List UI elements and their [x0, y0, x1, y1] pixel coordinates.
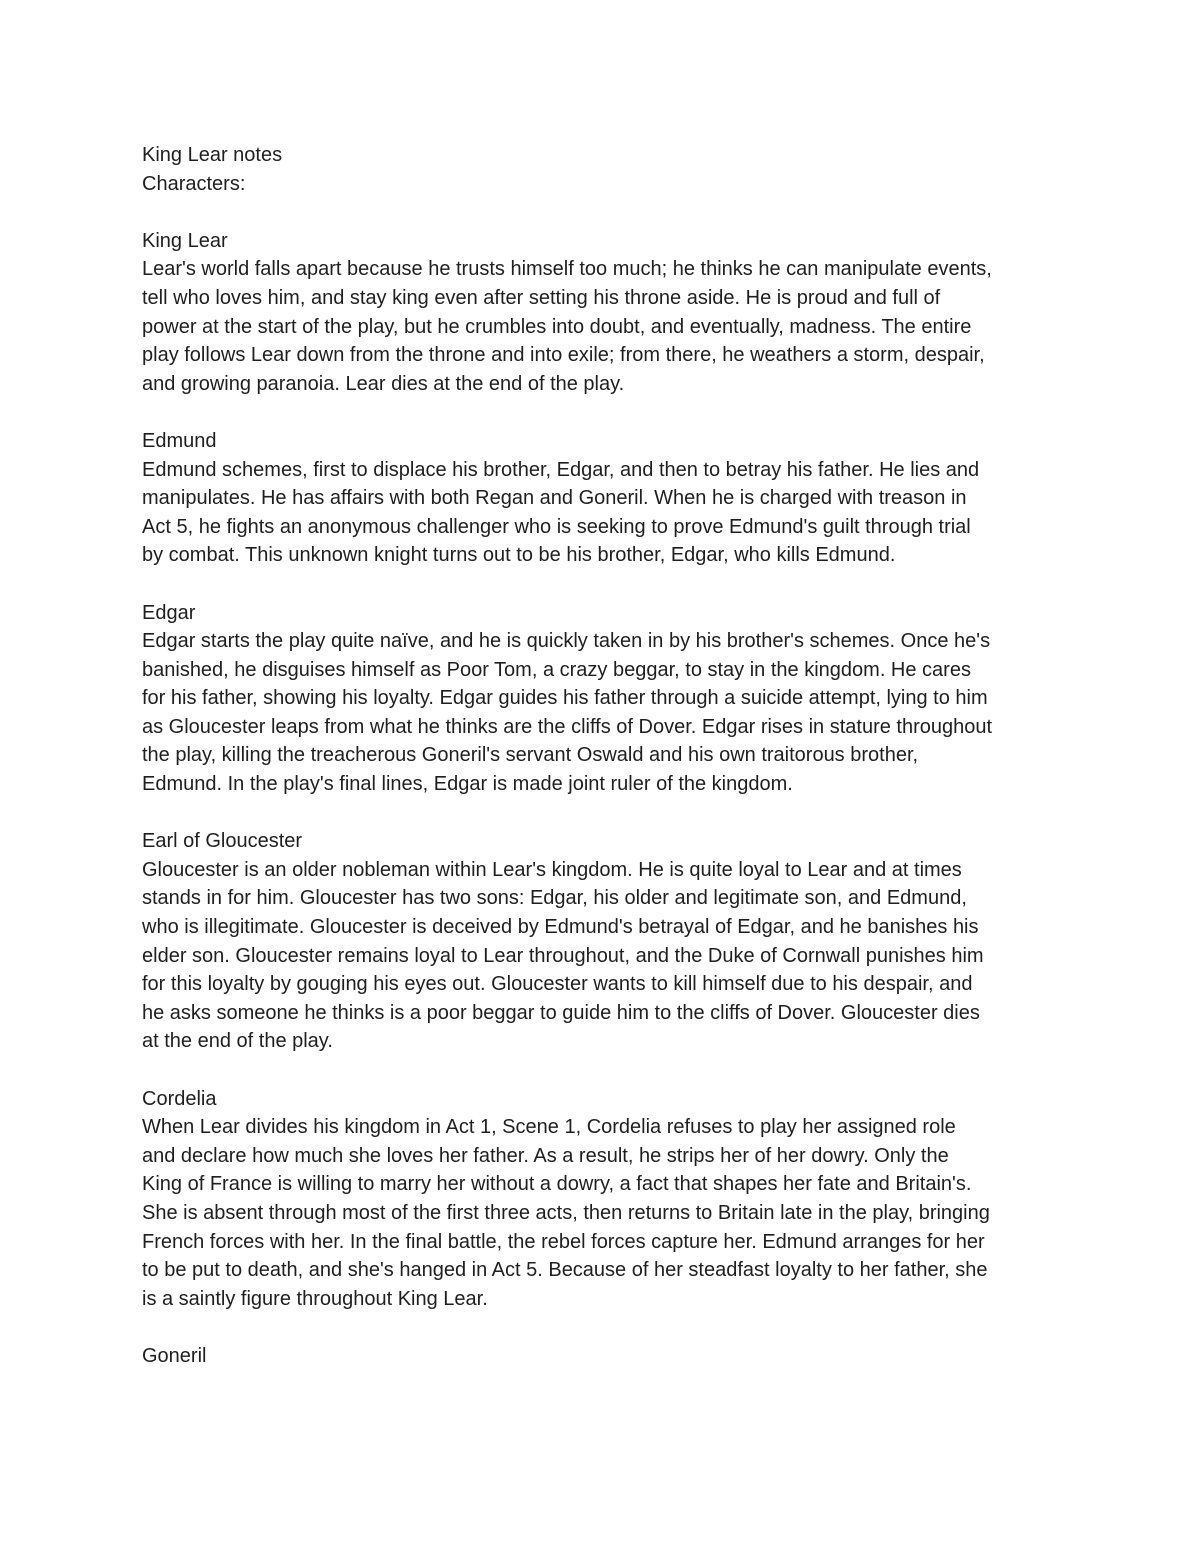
description-line: Gloucester is an older nobleman within Lear's kingdom. He is quite loyal to Lear and at times	[142, 858, 962, 881]
character-section	[142, 1085, 1072, 1314]
character-description	[142, 627, 1072, 799]
character-section	[142, 827, 1072, 1056]
character-name: Goneril	[142, 1344, 207, 1367]
character-description	[142, 1113, 1072, 1313]
description-line: and declare how much she loves her father. As a result, he strips her of her dowry. Only the	[142, 1144, 949, 1167]
description-line: play follows Lear down from the throne and into exile; from there, he weathers a storm, despair,	[142, 344, 985, 367]
character-description	[142, 456, 1072, 570]
description-line: manipulates. He has affairs with both Regan and Goneril. When he is charged with treason in	[142, 487, 967, 510]
character-section	[142, 227, 1072, 399]
character-name: Edmund	[142, 429, 217, 452]
description-line: for his father, showing his loyalty. Edgar guides his father through a suicide attempt, lying to him	[142, 687, 988, 710]
description-line: the play, killing the treacherous Goneril's servant Oswald and his own traitorous brother,	[142, 744, 919, 767]
document-title: King Lear notes	[142, 144, 283, 166]
description-line: Edmund schemes, first to displace his brother, Edgar, and then to betray his father. He lies and	[142, 458, 980, 481]
description-line: When Lear divides his kingdom in Act 1, Scene 1, Cordelia refuses to play her assigned role	[142, 1116, 956, 1139]
document-page	[142, 141, 1072, 1371]
character-name: Earl of Gloucester	[142, 830, 303, 853]
character-section	[142, 427, 1072, 570]
description-line: tell who loves him, and stay king even after setting his throne aside. He is proud and full of	[142, 286, 941, 309]
description-line: stands in for him. Gloucester has two sons: Edgar, his older and legitimate son, and Edmund,	[142, 887, 967, 910]
description-line: is a saintly figure throughout King Lear.	[142, 1287, 488, 1310]
description-line: by combat. This unknown knight turns out to be his brother, Edgar, who kills Edmund.	[142, 544, 896, 567]
document-subtitle: Characters:	[142, 172, 246, 195]
description-line: to be put to death, and she's hanged in Act 5. Because of her steadfast loyalty to her father, she	[142, 1259, 988, 1282]
description-line: Lear's world falls apart because he trusts himself too much; he thinks he can manipulate events,	[142, 258, 992, 281]
description-line: Act 5, he fights an anonymous challenger who is seeking to prove Edmund's guilt through trial	[142, 515, 971, 538]
description-line: power at the start of the play, but he crumbles into doubt, and eventually, madness. The entire	[142, 315, 972, 338]
description-line: banished, he disguises himself as Poor Tom, a crazy beggar, to stay in the kingdom. He cares	[142, 658, 971, 681]
description-line: at the end of the play.	[142, 1030, 333, 1053]
character-name: Cordelia	[142, 1087, 217, 1110]
description-line: King of France is willing to marry her without a dowry, a fact that shapes her fate and Britain's.	[142, 1173, 972, 1196]
description-line: as Gloucester leaps from what he thinks are the cliffs of Dover. Edgar rises in stature throughout	[142, 715, 993, 738]
description-line: and growing paranoia. Lear dies at the end of the play.	[142, 372, 625, 395]
description-line: elder son. Gloucester remains loyal to Lear throughout, and the Duke of Cornwall punishes him	[142, 944, 984, 967]
description-line: French forces with her. In the final battle, the rebel forces capture her. Edmund arranges for her	[142, 1230, 985, 1253]
description-line: who is illegitimate. Gloucester is deceived by Edmund's betrayal of Edgar, and he banishes his	[142, 916, 979, 939]
character-name: Edgar	[142, 601, 196, 624]
description-line: he asks someone he thinks is a poor beggar to guide him to the cliffs of Dover. Gloucester dies	[142, 1001, 980, 1024]
character-description	[142, 856, 1072, 1056]
description-line: She is absent through most of the first three acts, then returns to Britain late in the play, bringing	[142, 1201, 990, 1224]
description-line: Edgar starts the play quite naïve, and he is quickly taken in by his brother's schemes. Once he's	[142, 630, 991, 653]
character-description	[142, 255, 1072, 398]
description-line: Edmund. In the play's final lines, Edgar is made joint ruler of the kingdom.	[142, 773, 793, 796]
character-sections	[142, 227, 1072, 1371]
description-line: for this loyalty by gouging his eyes out. Gloucester wants to kill himself due to his despair, and	[142, 973, 973, 996]
character-section	[142, 1342, 1072, 1371]
character-name: King Lear	[142, 229, 228, 252]
character-section	[142, 599, 1072, 799]
